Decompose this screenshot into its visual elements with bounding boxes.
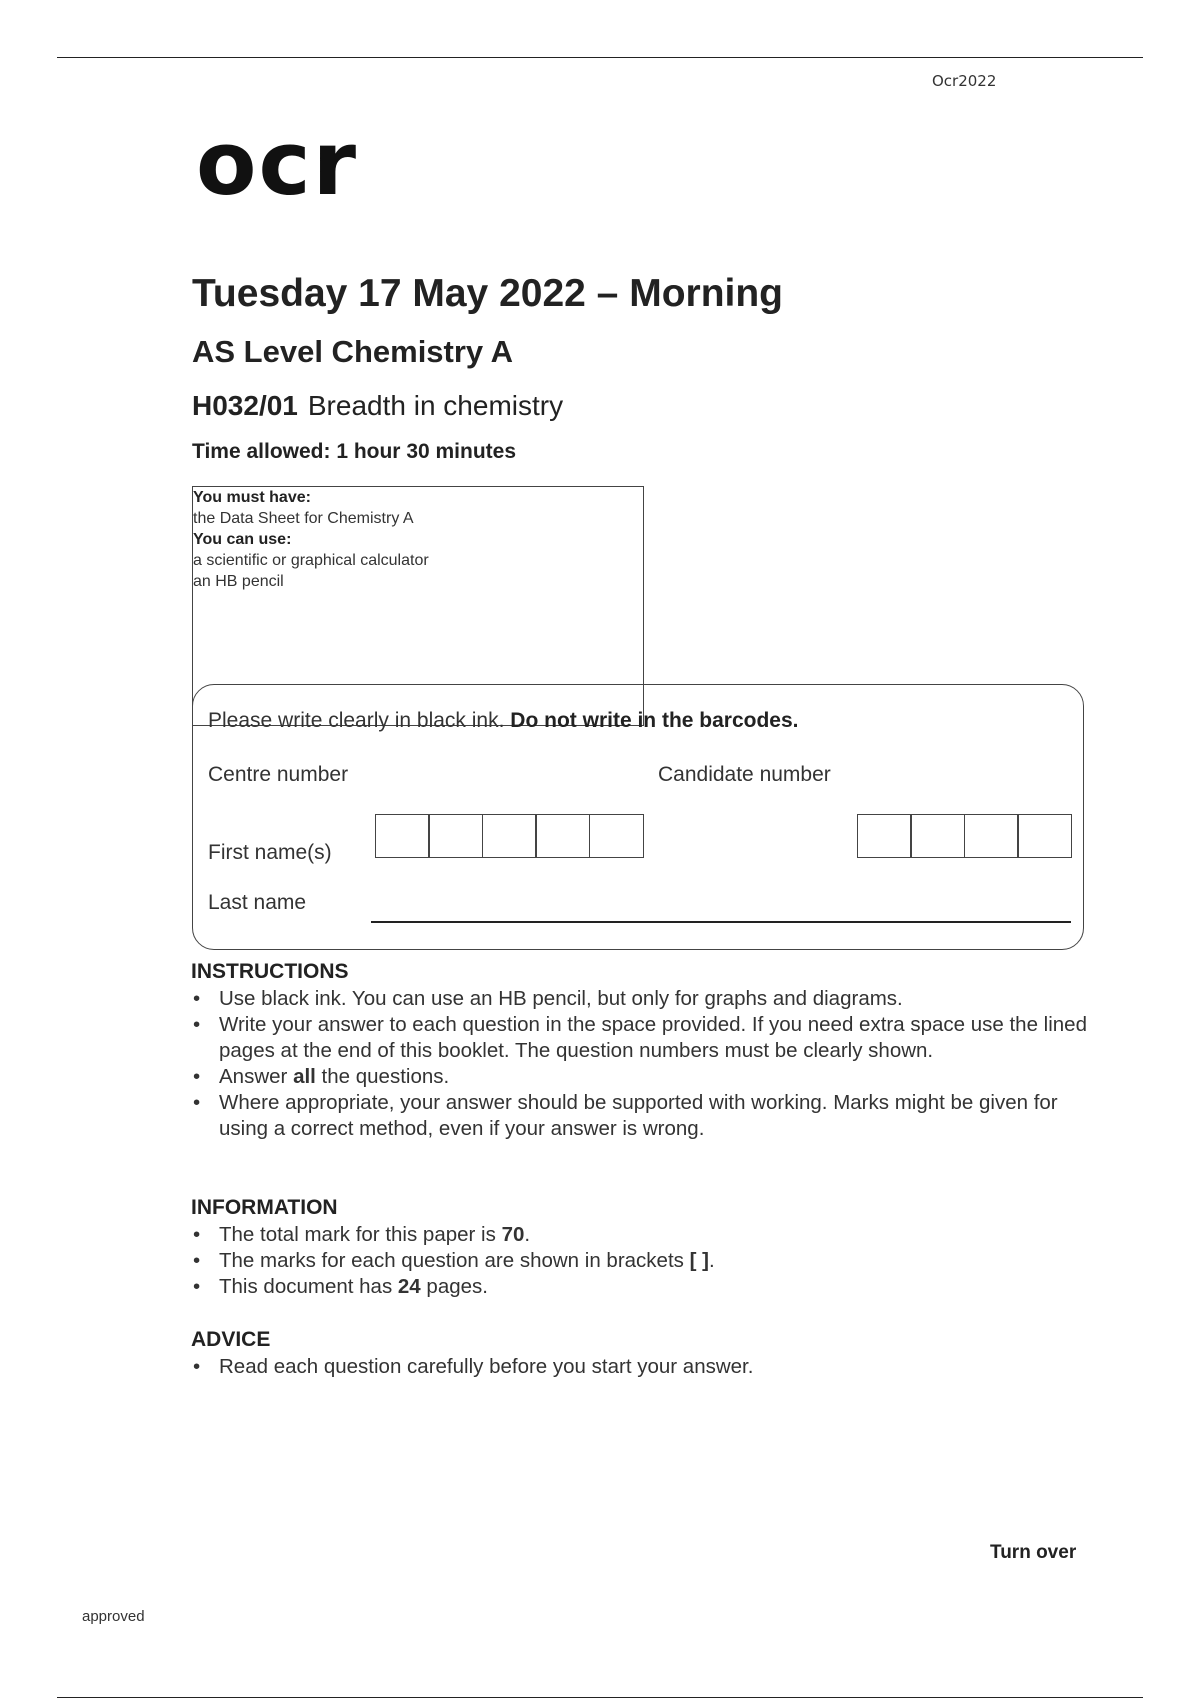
candidate-number-digit-box[interactable]: [964, 814, 1019, 858]
bottom-rule: [57, 1697, 1143, 1698]
candidate-number-digit-box[interactable]: [910, 814, 965, 858]
turn-over-label: Turn over: [990, 1542, 1077, 1563]
paper-code: H032/01: [192, 390, 298, 421]
ink-notice-bold: Do not write in the barcodes.: [510, 709, 799, 732]
paper-title: Breadth in chemistry: [307, 390, 564, 421]
ink-notice: [208, 709, 799, 733]
instructions-section: [191, 960, 1091, 1142]
last-name-label: Last name: [208, 891, 307, 914]
exam-subject: AS Level Chemistry A: [192, 334, 514, 369]
can-use-label: You can use:: [193, 531, 292, 548]
must-have-item: the Data Sheet for Chemistry A: [193, 510, 414, 527]
information-item: • This document has 24 pages.: [191, 1274, 1091, 1300]
candidate-number-digit-box[interactable]: [857, 814, 912, 858]
centre-number-digit-box[interactable]: [535, 814, 590, 858]
ink-notice-plain: Please write clearly in black ink.: [208, 709, 505, 732]
top-rule: [57, 57, 1143, 58]
centre-number-digit-box[interactable]: [482, 814, 537, 858]
last-name-line[interactable]: [371, 921, 1071, 923]
must-have-label: You must have:: [193, 489, 311, 506]
centre-number-boxes: [376, 814, 644, 858]
can-use-item: a scientific or graphical calculator: [193, 552, 429, 569]
advice-item: • Read each question carefully before you start your answer.: [191, 1354, 1091, 1380]
instruction-item: • Write your answer to each question in the space provided. If you need extra space use the lined pages at the end of this booklet. The question numbers must be clearly shown.: [191, 1012, 1091, 1064]
centre-number-digit-box[interactable]: [375, 814, 430, 858]
instructions-heading: INSTRUCTIONS: [191, 960, 349, 983]
exam-date: Tuesday 17 May 2022 – Morning: [192, 272, 783, 315]
can-use-item: an HB pencil: [193, 573, 284, 590]
paper-code-line: [192, 390, 563, 422]
centre-number-digit-box[interactable]: [428, 814, 483, 858]
information-item: • The marks for each question are shown in brackets [ ].: [191, 1248, 1091, 1274]
advice-section: [191, 1328, 1091, 1380]
ocr-logo: ocr: [196, 112, 359, 215]
candidate-number-digit-box[interactable]: [1017, 814, 1072, 858]
advice-heading: ADVICE: [191, 1328, 271, 1351]
instruction-item: • Use black ink. You can use an HB pencil, but only for graphs and diagrams.: [191, 986, 1091, 1012]
first-name-label: First name(s): [208, 841, 332, 864]
centre-number-digit-box[interactable]: [589, 814, 644, 858]
approved-label: approved: [82, 1608, 145, 1625]
centre-number-label: Centre number: [208, 763, 349, 786]
information-item: • The total mark for this paper is 70.: [191, 1222, 1091, 1248]
candidate-number-boxes: [858, 814, 1072, 858]
header-code: Ocr2022: [932, 72, 997, 90]
instruction-item: • Answer all the questions.: [191, 1064, 1091, 1090]
information-section: [191, 1196, 1091, 1300]
information-heading: INFORMATION: [191, 1196, 338, 1219]
candidate-number-label: Candidate number: [658, 763, 831, 786]
candidate-details-box: [192, 684, 1084, 950]
time-allowed: Time allowed: 1 hour 30 minutes: [192, 440, 517, 463]
instruction-item: • Where appropriate, your answer should be supported with working. Marks might be given for using a correct method, even if your answer is wrong.: [191, 1090, 1091, 1142]
